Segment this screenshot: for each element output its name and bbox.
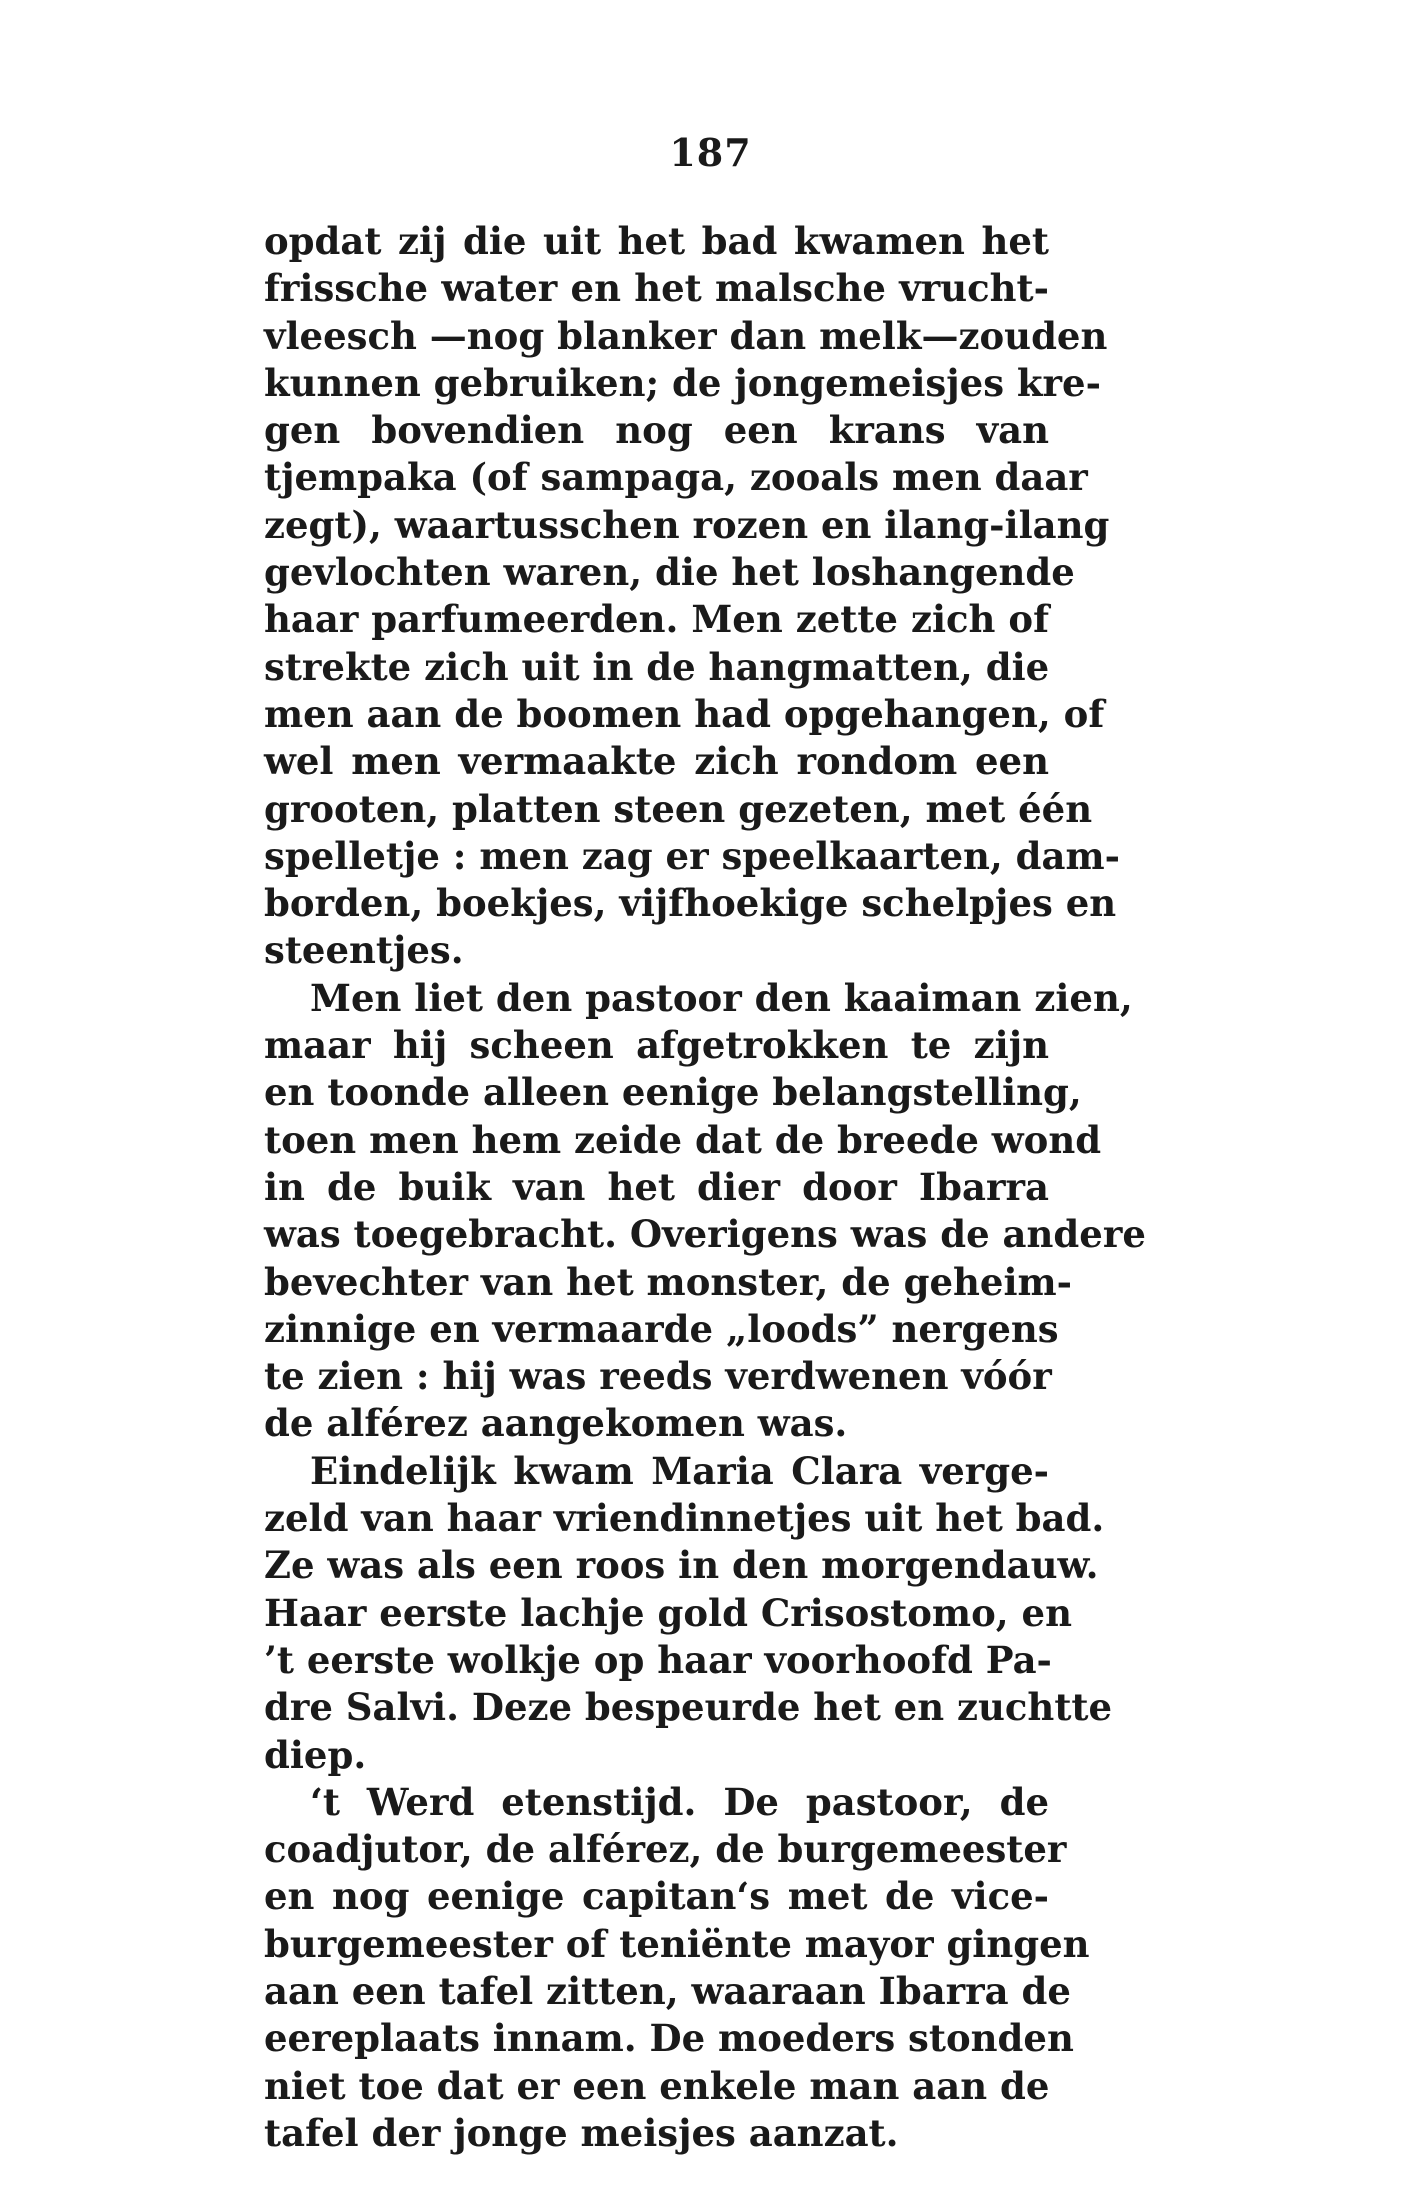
text-line: te zien : hij was reeds verdwenen vóór bbox=[264, 1354, 1052, 1399]
text-line: in de buik van het dier door Ibarra bbox=[264, 1164, 1049, 1209]
text-line: en nog eenige capitan‘s met de vice- bbox=[264, 1874, 1049, 1919]
text-line: strekte zich uit in de hangmatten, die bbox=[264, 644, 1050, 689]
text-line: was toegebracht. Overigens was de andere bbox=[264, 1212, 1146, 1257]
text-line: coadjutor, de alférez, de burgemeester bbox=[264, 1827, 1067, 1872]
text-line: vleesch —nog blanker dan melk—zouden bbox=[264, 313, 1108, 358]
paragraph-4 bbox=[264, 1779, 1090, 2157]
text-line: maar hij scheen afgetrokken te zijn bbox=[264, 1023, 1049, 1068]
text-line: kunnen gebruiken; de jongemeisjes kre- bbox=[264, 360, 1101, 405]
text-line: Men liet den pastoor den kaaiman zien, bbox=[310, 975, 1133, 1020]
text-line: burgemeester of teniënte mayor gingen bbox=[264, 1921, 1090, 1966]
text-line: Haar eerste lachje gold Crisostomo, en bbox=[264, 1590, 1072, 1635]
text-line: steentjes. bbox=[264, 928, 464, 973]
text-line: ’t eerste wolkje op haar voorhoofd Pa- bbox=[264, 1637, 1052, 1682]
text-line: dre Salvi. Deze bespeurde het en zuchtte bbox=[264, 1685, 1113, 1730]
text-line: bevechter van het monster, de geheim- bbox=[264, 1259, 1073, 1304]
text-line: ‘t Werd etenstijd. De pastoor, de bbox=[310, 1779, 1049, 1824]
paragraph-3 bbox=[264, 1448, 1113, 1779]
text-line: frissche water en het malsche vrucht- bbox=[264, 266, 1049, 311]
text-line: aan een tafel zitten, waaraan Ibarra de bbox=[264, 1968, 1071, 2013]
text-line: Eindelijk kwam Maria Clara vergе- bbox=[310, 1448, 1049, 1493]
text-line: wel men vermaakte zich rondom een bbox=[264, 739, 1049, 784]
text-line: zegt), waartusschen rozen en ilang-ilang bbox=[264, 502, 1110, 547]
text-line: en toonde alleen eenige belangstelling, bbox=[264, 1070, 1082, 1115]
text-line: eereplaats innam. De moeders stonden bbox=[264, 2016, 1074, 2061]
text-line: zinnige en vermaarde „loods” nergens bbox=[264, 1306, 1059, 1351]
page-number: 187 bbox=[669, 130, 752, 175]
text-line: de alférez aangekomen was. bbox=[264, 1401, 848, 1446]
text-line: haar parfumeerden. Men zette zich of bbox=[264, 597, 1049, 642]
text-line: Ze was als een roos in den morgendauw. bbox=[264, 1543, 1099, 1588]
text-line: tafel der jonge meisjes aanzat. bbox=[264, 2110, 899, 2155]
paragraph-1 bbox=[264, 218, 1121, 975]
paragraph-2 bbox=[264, 975, 1146, 1448]
text-line: niet toe dat er een enkele man aan de bbox=[264, 2063, 1050, 2108]
text-line: gen bovendien nog een krans van bbox=[264, 408, 1049, 453]
text-line: opdat zij die uit het bad kwamen het bbox=[264, 219, 1049, 263]
text-line: toen men hem zeide dat de breede wond bbox=[264, 1117, 1102, 1162]
text-line: spelletje : men zag er speelkaarten, dam- bbox=[264, 833, 1121, 878]
text-line: grooten, platten steen gezeten, met één bbox=[264, 786, 1093, 831]
text-line: gevlochten waren, die het loshangende bbox=[264, 550, 1075, 595]
text-line: zeld van haar vriendinnetjes uit het bad. bbox=[264, 1496, 1105, 1541]
text-line: borden, boekjes, vijfhoekige schelpjes en bbox=[264, 881, 1117, 926]
text-line: men aan de boomen had opgehangen, of bbox=[264, 691, 1105, 736]
text-line: diep. bbox=[264, 1732, 367, 1777]
text-line: tjempaka (of sampaga, zooals men daar bbox=[264, 455, 1088, 500]
body-text bbox=[264, 218, 1146, 2157]
